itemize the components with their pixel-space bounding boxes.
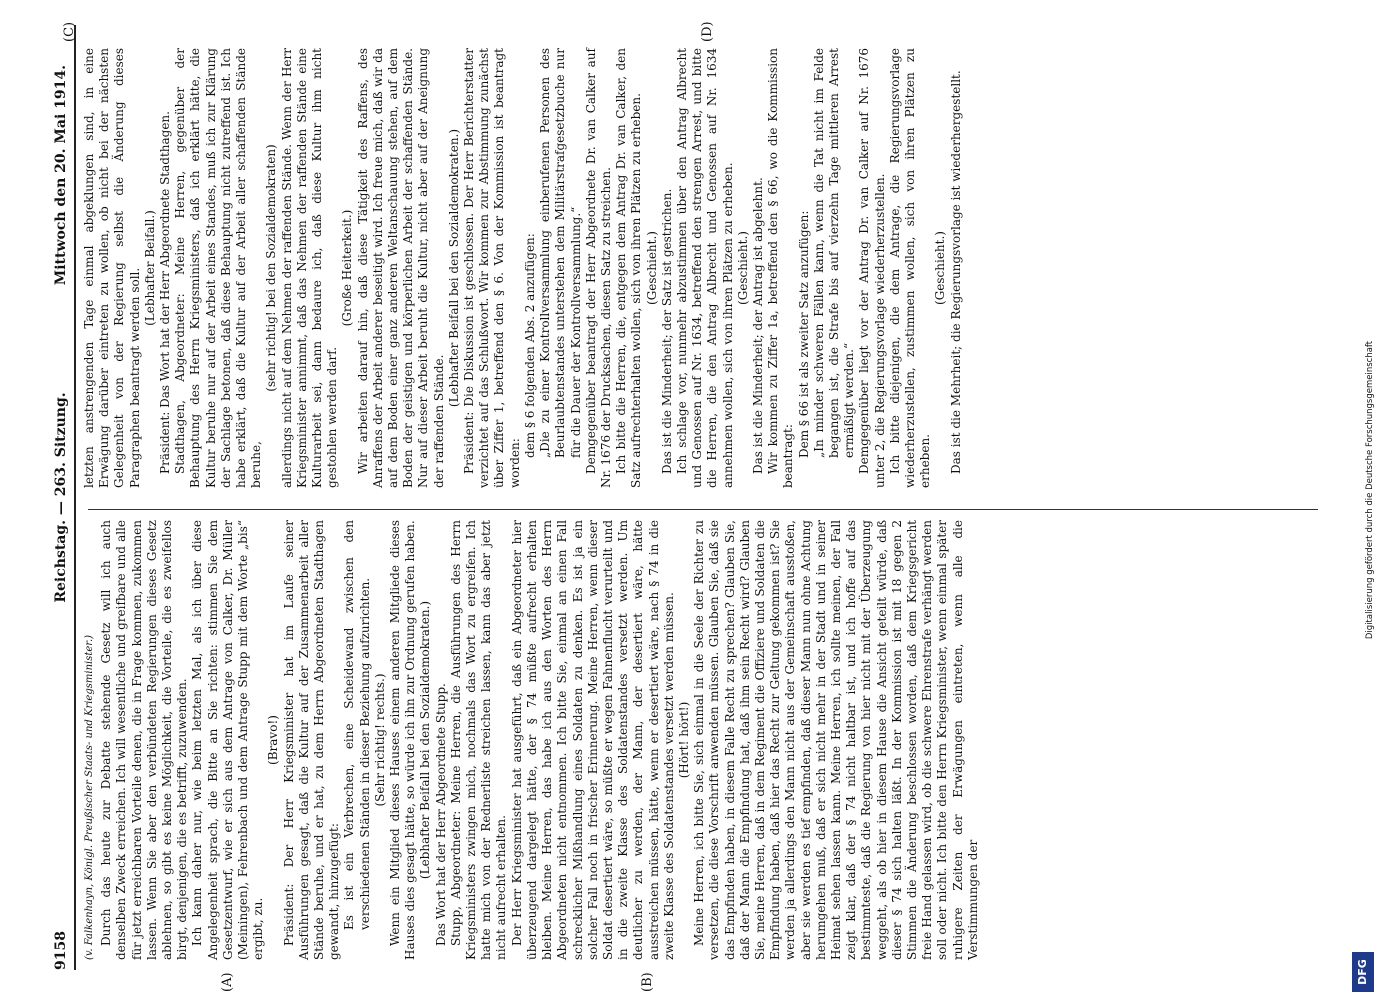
digitization-note: Digitalisierung gefördert durch die Deutsche Forschungsgemeinschaft (1365, 340, 1375, 640)
interjection: (Lebhafter Beifall bei den Sozialdemokraten.) (418, 600, 433, 880)
paragraph: Präsident: Der Herr Kriegsminister hat im Laufe seiner Ausführungen gesagt, daß die Kultur auf der Zusammenarbeit aller Stände beruhe, und er hat, zu dem Herrn Abgeordneten Stadthagen gewandt, hinzugefügt: (281, 520, 342, 960)
interjection: (Lebhafter Beifall.) (142, 210, 157, 326)
quotation: Es ist ein Verbrechen, eine Scheidewand zwischen den verschiedenen Ständen in dieser Beziehung aufzurichten. (342, 520, 372, 930)
column-divider (88, 509, 1318, 510)
paragraph: Demgegenüber beantragt der Herr Abgeordnete Dr. van Calker auf Nr. 1676 der Drucksachen, diesen Satz zu streichen. (583, 48, 613, 488)
paragraph: Ich schlage vor, nunmehr abzustimmen über den Antrag Albrecht und Genossen auf Nr. 1634, betreffend den strengen Arrest, und bitte die Herren, die den Antrag Albrecht und Genossen auf Nr. 1634 annehmen wollen, sich von ihren Plätzen zu erheben. (674, 48, 735, 488)
quotation: Dem § 66 ist als zweiter Satz anzufügen: (796, 210, 811, 458)
speaker-subhead: (v. Falkenhayn, Königl. Preußischer Staats- und Kriegsminister.) (84, 634, 95, 960)
paragraph: Wir arbeiten darauf hin, daß diese Tätigkeit des Raffens, des Anraffens der Arbeit anderer beseitigt wird. Ich freue mich, daß wir da auf dem Boden einer ganz anderen Weltanschauung stehen, auf dem Boden der geistigen und körperlichen Arbeit der schaffenden Stände. Nur auf dieser Arbeit beruht die Kultur, nicht aber auf der Aneignung der raffenden Stände. (355, 48, 446, 488)
paragraph: Ich bitte die Herren, die, entgegen dem Antrag Dr. van Calker, den Satz aufrechterhalten wollen, sich von ihren Plätzen zu erheben. (614, 48, 644, 488)
paragraph: Ich bitte diejenigen, die dem Antrage, die Regierungsvorlage wiederherzustellen, zustimmen wollen, sich von ihren Plätzen zu erheben. (887, 48, 933, 488)
margin-marker-d: (D) (700, 21, 715, 42)
quotation: dem § 6 folgenden Abs. 2 anzufügen: (522, 233, 537, 458)
interjection: (Sehr richtig! rechts.) (372, 673, 387, 807)
quotation: „Die zu einer Kontrollversammlung einberufenen Personen des Beurlaubtenstandes unterstehen dem Militärstrafgesetzbuche nur für die Dauer der Kontrollversammlung.“ (538, 48, 583, 458)
margin-marker-a: (A) (220, 972, 235, 992)
interjection: (Hört! hört!) (676, 701, 691, 779)
right-column (82, 48, 964, 488)
paragraph: Präsident: Das Wort hat der Herr Abgeordnete Stadthagen. (158, 111, 173, 474)
paragraph: Stupp, Abgeordneter: Meine Herren, die Ausführungen des Herrn Kriegsministers zwingen mich, nochmals das Wort zu ergreifen. Ich hatte mich von der Rednerliste streichen lassen, kann das aber jetzt nicht aufrecht erhalten. (448, 520, 509, 960)
quotation: „In minder schweren Fällen kann, wenn die Tat nicht im Felde begangen ist, die Strafe bis auf vierzehn Tage mittleren Arrest ermäßigt werden.“ (811, 48, 857, 458)
paragraph: Ich kann daher nur, wie beim letzten Mal, als ich über diese Angelegenheit sprach, die Bitte an Sie richten: stimmen Sie dem Gesetzentwurf, wie er sich aus dem Antrage von Calker, Dr. Müller (Meiningen), Fehrenbach und dem Antrage Stupp mit dem Worte „bis“ ergibt, zu. (190, 520, 266, 960)
paragraph: Demgegenüber liegt vor der Antrag Dr. van Calker auf Nr. 1676 unter 2, die Regierungsvorlage wiederherzustellen. (857, 48, 887, 488)
paragraph: Der Herr Kriegsminister hat ausgeführt, daß ein Abgeordneter hier überzeugend dargelegt hätte, der § 74 müßte aufrecht erhalten bleiben. Meine Herren, das habe ich aus den Worten des Herrn Abgeordneten nicht entnommen. Ich bitte Sie, einmal an einen Fall schrecklicher Mißhandlung eines Soldaten zu denken. Es ist ja ein solcher Fall noch in frischer Erinnerung. Meine Herren, wenn dieser Soldat desertiert wäre, so müßte er wegen Fahnenflucht verurteilt und in die zweite Klasse des Soldatenstandes versetzt werden. Um deutlicher zu werden, der Mann, der desertiert wäre, hätte ausstreichen müssen, hätte, wenn er desertiert wäre, nach § 74 in die zweite Klasse des Soldatenstandes versetzt werden müssen. (509, 520, 676, 960)
page-header (54, 25, 76, 970)
paragraph: Durch das heute zur Debatte stehende Gesetz will ich auch denselben Zweck erreichen. Ich will wesentliche und greifbare und alle für jetzt erreichbaren Vorteile denen, die in Frage kommen, zukommen lassen. Wenn Sie aber den verbündeten Regierungen dieses Gesetz ablehnen, so gibt es keine Möglichkeit, die Vorteile, die es zweifellos birgt, denjenigen, die es betrifft, zuzuwenden. (99, 520, 190, 960)
session-date: Mittwoch den 20. Mai 1914. (53, 65, 69, 286)
paragraph: letzten anstrengenden Tage einmal abgeklungen sind, in eine Erwägung darüber eintreten zu wollen, ob nicht bei der nächsten Gelegenheit von der Regierung selbst die Änderung dieses Paragraphen beantragt werden soll. (82, 48, 142, 488)
paragraph: Stadthagen, Abgeordneter: Meine Herren, gegenüber der Behauptung des Herrn Kriegsministers, daß ich erklärt hätte, die Kultur beruhe nur auf der Arbeit eines Standes, muß ich zur Klärung der Sachlage betonen, daß diese Behauptung nicht zutreffend ist. Ich habe erklärt, daß die Kultur auf der Arbeit aller schaffenden Stände beruhe, (173, 48, 264, 488)
left-column (82, 520, 981, 960)
paragraph: Meine Herren, ich bitte Sie, sich einmal in die Seele der Richter zu versetzen, die diese Vorschrift anwenden müssen. Glauben Sie, daß sie das Empfinden haben, in diesem Falle Recht zu sprechen? Glauben Sie, daß der Mann die Empfindung hat, daß ihm sein Recht wird? Glauben Sie, meine Herren, daß in dem Regiment die Offiziere und Soldaten die Empfindung haben, daß hier das Recht zur Geltung gekommen ist? Sie werden ja allerdings den Mann nicht aus der Gemeinschaft ausstoßen, aber sie werden es tief empfinden, daß dieser Mann nun ohne Achtung herumgehen muß, daß er sich nicht mehr in der Stadt und in seiner Heimat sehen lassen kann. Meine Herren, ich sollte meinen, der Fall zeigt klar, daß der § 74 nicht haltbar ist, und ich hoffe auf das bestimmteste, daß die Regierung von hier nicht mit der Überzeugung weggeht, als ob hier in diesem Hause die Ansicht geteilt würde, daß dieser § 74 sich halten läßt. In der Kommission ist mit 18 gegen 2 Stimmen die Änderung beschlossen worden, daß dem Kriegsgericht freie Hand gelassen wird, ob die schwere Ehrenstrafe verhängt werden soll oder nicht. Ich bitte den Herrn Kriegsminister, wenn einmal später ruhigere Zeiten der Erwägungen eintreten, wenn alle die Verstimmungen der (692, 520, 980, 960)
margin-marker-b: (B) (640, 972, 655, 992)
paragraph: Das ist die Minderheit; der Satz ist gestrichen. (659, 188, 674, 474)
paragraph: Wir kommen zu Ziffer 1a, betreffend den § 66, wo die Kommission beantragt: (766, 48, 796, 488)
paragraph: allerdings nicht auf dem Nehmen der raffenden Stände. Wenn der Herr Kriegsminister annimmt, daß das Nehmen der raffenden Stände eine Kulturarbeit sei, dann bedaure ich, daß diese Kultur ihm nicht gestohlen werden darf. (279, 48, 340, 488)
paragraph: Das ist die Mehrheit; die Regierungsvorlage ist wiederhergestellt. (948, 70, 963, 474)
interjection: (Große Heiterkeit.) (340, 209, 355, 327)
interjection: (Geschieht.) (933, 231, 948, 305)
header-rule (74, 25, 76, 970)
paragraph: Präsident: Die Diskussion ist geschlossen. Der Herr Berichterstatter verzichtet auf das Schlußwort. Wir kommen zur Abstimmung zunächst über Ziffer 1, betreffend den § 6. Von der Kommission ist beantragt worden: (462, 48, 522, 488)
interjection: (Geschieht.) (644, 231, 659, 305)
interjection: (Bravo!) (266, 715, 281, 765)
interjection: (Lebhafter Beifall bei den Sozialdemokraten.) (446, 128, 461, 408)
interjection: (Geschieht.) (735, 231, 750, 305)
paragraph: Wenn ein Mitglied dieses Hauses einem anderen Mitgliede dieses Hauses dies gesagt hätte, so würde ich ihn zur Ordnung gerufen haben. (388, 520, 418, 960)
paragraph: Das Wort hat der Herr Abgeordnete Stupp. (433, 683, 448, 946)
page-number: 9158 (53, 931, 69, 970)
interjection: (sehr richtig! bei den Sozialdemokraten) (264, 144, 279, 392)
dfg-logo: DFG (1352, 952, 1374, 992)
margin-marker-c: (C) (62, 21, 77, 42)
paragraph: Das ist die Minderheit; der Antrag ist abgelehnt. (750, 177, 765, 474)
running-title: Reichstag. — 263. Sitzung. (53, 392, 69, 603)
